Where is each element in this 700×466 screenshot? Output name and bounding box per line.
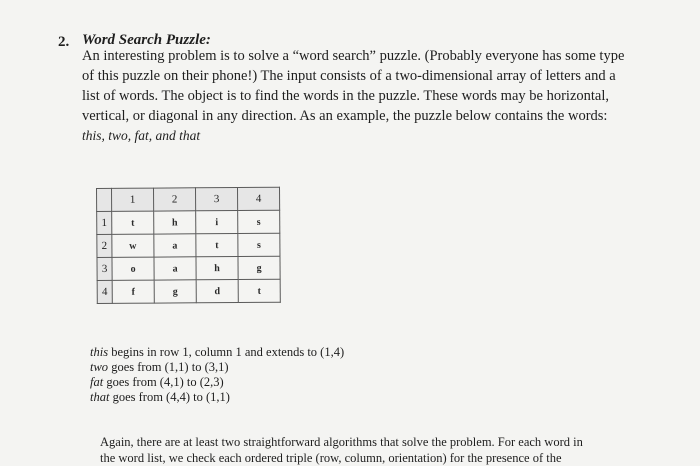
grid-cell: t	[112, 211, 154, 234]
location-word: this	[90, 345, 109, 359]
grid-row	[97, 256, 280, 280]
closing-paragraph	[100, 434, 660, 466]
grid-cell: i	[196, 211, 238, 234]
column-header: 3	[196, 188, 238, 211]
grid-row	[97, 279, 280, 303]
closing-line: the word list, we check each ordered triple (row, column, orientation) for the presence of the	[100, 451, 562, 465]
column-header: 4	[238, 187, 280, 210]
intro-line: vertical, or diagonal in any direction. As an example, the puzzle below contains the words:	[82, 108, 608, 124]
grid-cell: w	[112, 234, 154, 257]
intro-line: list of words. The object is to find the words in the puzzle. These words may be horizontal,	[82, 88, 609, 104]
location-line	[90, 345, 344, 360]
row-header: 4	[97, 280, 112, 303]
column-header: 1	[112, 188, 154, 211]
grid-cell: d	[196, 280, 238, 303]
grid-cell: a	[154, 257, 196, 280]
location-line	[90, 390, 344, 405]
grid-cell: g	[154, 280, 196, 303]
grid-cell: h	[154, 211, 196, 234]
grid-cell: o	[112, 257, 154, 280]
grid-cell: s	[238, 233, 280, 256]
problem-intro	[82, 46, 672, 146]
word-locations	[90, 345, 344, 405]
location-text: begins in row 1, column 1 and extends to (1,4)	[108, 345, 345, 359]
location-word: fat	[90, 375, 104, 389]
grid-row	[97, 233, 280, 257]
location-text: goes from (4,4) to (1,1)	[109, 390, 230, 404]
grid-cell: f	[112, 280, 154, 303]
location-word: two	[90, 360, 109, 374]
row-header: 1	[97, 211, 112, 234]
example-words: this, two, fat, and that	[82, 128, 201, 143]
grid-row	[97, 210, 280, 234]
word-search-grid	[96, 187, 281, 304]
grid-cell: g	[238, 256, 280, 279]
problem-title: Word Search Puzzle:	[82, 32, 211, 48]
location-text: goes from (1,1) to (3,1)	[108, 360, 229, 374]
grid-corner-cell	[97, 188, 112, 211]
grid-cell: h	[196, 257, 238, 280]
location-line	[90, 360, 344, 375]
problem-number: 2.	[58, 34, 70, 50]
grid-header-row	[97, 187, 280, 211]
grid-cell: s	[238, 210, 280, 233]
column-header: 2	[154, 188, 196, 211]
row-header: 2	[97, 234, 112, 257]
intro-line: An interesting problem is to solve a “word search” puzzle. (Probably everyone has some type	[82, 48, 625, 64]
location-word: that	[90, 390, 110, 404]
intro-line: of this puzzle on their phone!) The input consists of a two-dimensional array of letters and a	[82, 68, 616, 84]
closing-line: Again, there are at least two straightforward algorithms that solve the problem. For each word in	[100, 435, 583, 449]
grid-cell: t	[196, 234, 238, 257]
location-line	[90, 375, 344, 390]
grid-cell: a	[154, 234, 196, 257]
grid-cell: t	[238, 279, 280, 302]
row-header: 3	[97, 257, 112, 280]
location-text: goes from (4,1) to (2,3)	[103, 375, 224, 389]
